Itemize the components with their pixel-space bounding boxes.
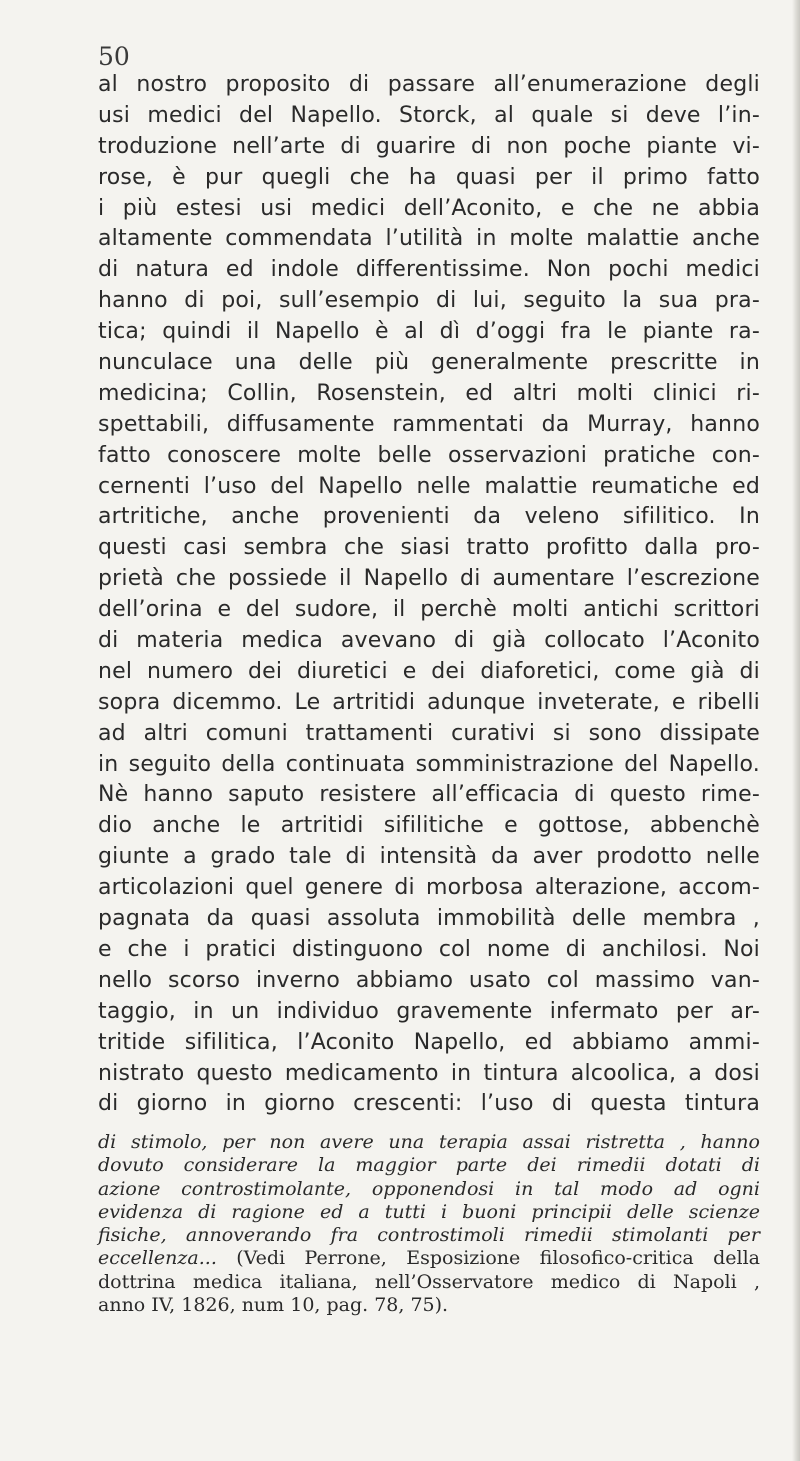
- body-line: altamente commendata l’utilità in molte malattie anche: [98, 226, 760, 252]
- body-line: nello scorso inverno abbiamo usato col massimo van-: [98, 967, 760, 993]
- body-line: i più estesi usi medici dell’Aconito, e che ne abbia: [98, 195, 760, 221]
- footnote-line: dottrina medica italiana, nell’Osservatore medico di Napoli ,: [98, 1270, 760, 1293]
- body-line: ad altri comuni trattamenti curativi si sono dissipate: [98, 720, 760, 746]
- body-line: nistrato questo medicamento in tintura alcoolica, a dosi: [98, 1060, 760, 1086]
- body-line: e che i pratici distinguono col nome di anchilosi. Noi: [98, 936, 760, 962]
- body-line: nel numero dei diuretici e dei diaforetici, come già di: [98, 658, 760, 684]
- footnote-citation-part: (Vedi Perrone, Esposizione filosofico-critica della: [236, 1247, 760, 1270]
- body-line: giunte a grado tale di intensità da aver prodotto nelle: [98, 844, 760, 870]
- body-line: in seguito della continuata somministrazione del Napello.: [98, 751, 760, 777]
- footnote-line: evidenza di ragione ed a tutti i buoni principii delle scienze: [98, 1200, 760, 1223]
- body-line: pagnata da quasi assoluta immobilità delle membra ,: [98, 906, 760, 932]
- body-line: cernenti l’uso del Napello nelle malattie reumatiche ed: [98, 473, 760, 499]
- body-line: nunculace una delle più generalmente prescritte in: [98, 350, 760, 376]
- body-line: di natura ed indole differentissime. Non pochi medici: [98, 257, 760, 283]
- footnote-line: anno IV, 1826, num 10, pag. 78, 75).: [98, 1294, 449, 1317]
- page-number: 50: [98, 42, 130, 71]
- body-line: Nè hanno saputo resistere all’efficacia di questo rime-: [98, 782, 760, 808]
- body-line: rose, è pur quegli che ha quasi per il primo fatto: [98, 164, 760, 190]
- body-line: dio anche le artritidi sifilitiche e gottose, abbenchè: [98, 813, 760, 839]
- body-line: troduzione nell’arte di guarire di non poche piante vi-: [98, 133, 760, 159]
- body-line: di giorno in giorno crescenti: l’uso di questa tintura: [98, 1091, 760, 1117]
- body-line: tica; quindi il Napello è al dì d’oggi fra le piante ra-: [98, 319, 760, 345]
- footnote-line: azione controstimolante, opponendosi in tal modo ad ogni: [98, 1177, 760, 1200]
- body-line: al nostro proposito di passare all’enumerazione degli: [98, 72, 760, 97]
- body-line: hanno di poi, sull’esempio di lui, seguito la sua pra-: [98, 288, 760, 314]
- body-line: spettabili, diffusamente rammentati da Murray, hanno: [98, 411, 760, 437]
- body-line: dell’orina e del sudore, il perchè molti antichi scrittori: [98, 597, 760, 623]
- body-line: articolazioni quel genere di morbosa alterazione, accom-: [98, 875, 760, 901]
- body-line: taggio, in un individuo gravemente infermato per ar-: [98, 998, 760, 1024]
- body-line: artritiche, anche provenienti da veleno sifilitico. In: [98, 504, 760, 530]
- footnote-line: di stimolo, per non avere una terapia assai ristretta , hanno: [98, 1131, 760, 1153]
- body-line: fatto conoscere molte belle osservazioni pratiche con-: [98, 442, 760, 468]
- footnote: [98, 1131, 760, 1317]
- footnote-line: [98, 1247, 760, 1270]
- body-line: medicina; Collin, Rosenstein, ed altri molti clinici ri-: [98, 380, 760, 406]
- footnote-line: dovuto considerare la maggior parte dei rimedii dotati di: [98, 1154, 760, 1177]
- body-line: questi casi sembra che siasi tratto profitto dalla pro-: [98, 535, 760, 561]
- footnote-italic-part: eccellenza...: [98, 1247, 237, 1270]
- body-line: di materia medica avevano di già collocato l’Aconito: [98, 628, 760, 654]
- body-line: usi medici del Napello. Storck, al quale si deve l’in-: [98, 102, 760, 128]
- page-edge-shadow: [792, 0, 800, 1461]
- body-line: tritide sifilitica, l’Aconito Napello, ed abbiamo ammi-: [98, 1029, 760, 1055]
- body-paragraph: [98, 70, 760, 1120]
- footnote-line: fisiche, annoverando fra controstimoli rimedii stimolanti per: [98, 1224, 760, 1247]
- body-line: prietà che possiede il Napello di aumentare l’escrezione: [98, 566, 760, 592]
- body-line: sopra dicemmo. Le artritidi adunque inveterate, e ribelli: [98, 689, 760, 715]
